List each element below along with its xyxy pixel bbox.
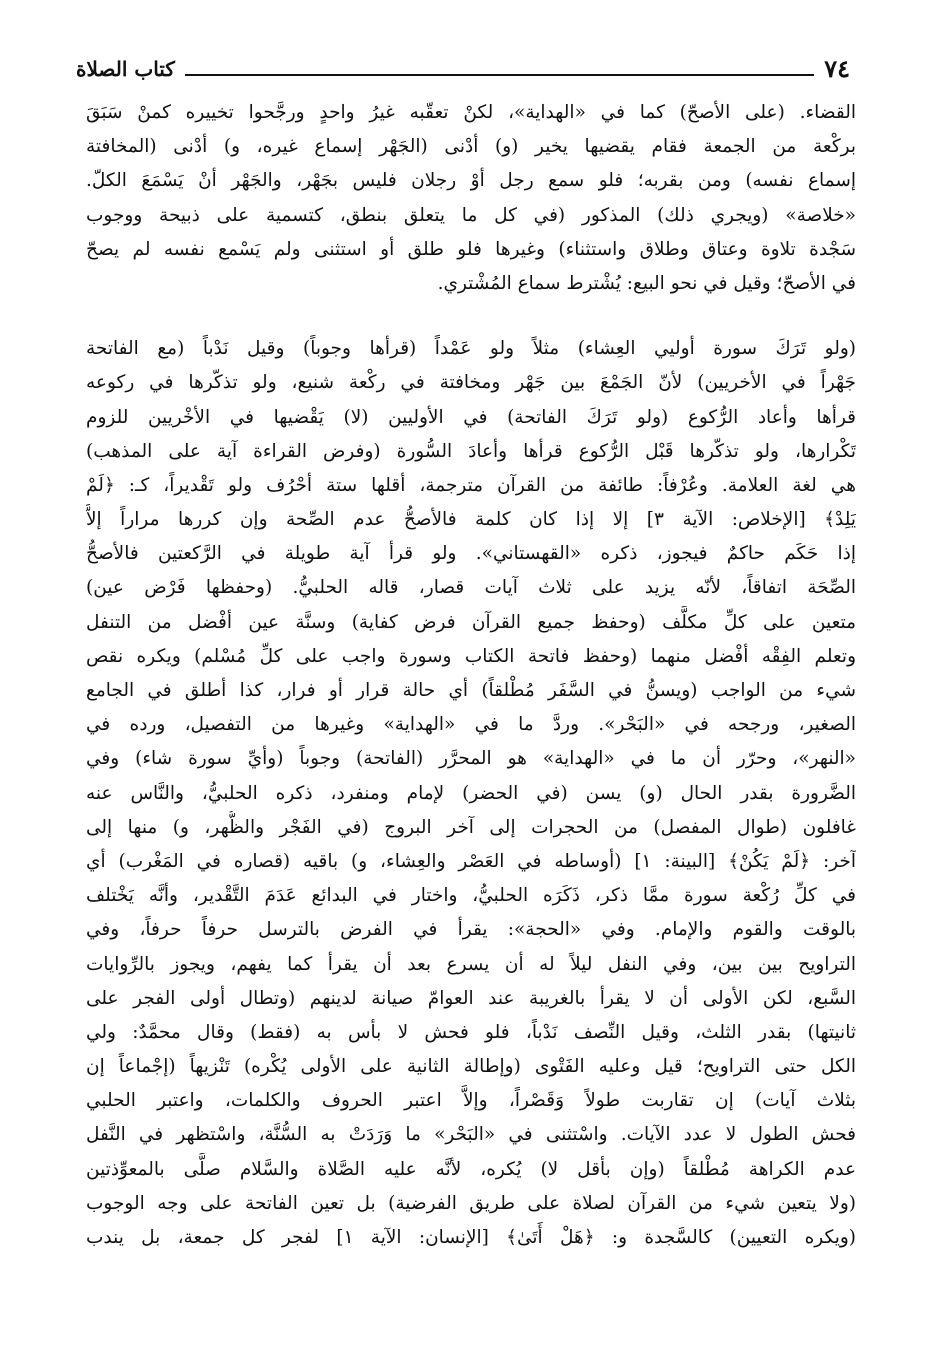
text-line: هي لغة العلامة. وعُرْفاً: طائفة من القرآن مترجمة، أقلها ستة أحْرُف ولو تَقْديراً، كـ: ﴿لَمْ [86,474,856,496]
text-line: «النهر»، وحرّر أن ما في «الهداية» هو المحرَّر (الفاتحة) وجوباً (وأيِّ سورة شاء) وفي [86,748,856,770]
text-line: في الأصحّ؛ وقيل في نحو البيع: يُشْترط سماع المُشْتري. [437,272,856,294]
text-line: فحش الطول لا عدد الآيات. واسْتثنى في «البَحْر» ما وَرَدَتْ به السُّنَّة، واسْتظهر في النَّفل [86,1124,856,1146]
text-line: إذا حَكَم حاكمٌ فيجوز، ذكره «القهستاني». ولو قرأ آية طويلة في الرَّكعتين فالأصحُّ [86,543,856,565]
text-line: الكل حتى التراويح؛ قيل وعليه الفَتْوى (وإطالة الثانية على الأولى يُكْره) تَنْزيهاً (إجْماعاً إن [86,1056,856,1078]
text-line: يَلِدْ﴾ [الإخلاص: الآية ٣] إلا إذا كان كلمة فالأصحُّ عدم الصِّحة وإن كررها مراراً إلاَّ [86,509,856,531]
text-line: السَّبع، لكن الأولى أن لا يقرأ بالغريبة عند العوامّ صيانة لدينهم (وتطال أولى الفجر على [86,987,856,1009]
running-title: كتاب الصلاة [76,57,175,81]
header-rule [185,74,814,76]
text-line: القضاء. (على الأصحّ) كما في «الهداية»، لكنْ تعقّبه غيرُ واحدٍ ورجَّحوا تخييره كمنْ سَبَقَ [86,102,856,123]
paragraph-gap [86,301,856,332]
text-line: شيء من الواجب (ويسنُّ في السَّفَر مُطْلقاً) أي حالة قرار أو فرار، كذا أطلق في الجامع [86,680,856,701]
paragraph-2 [86,332,856,1255]
text-line: ثانيتها) بقدر الثلث، وقيل النِّصف نَدْباً، فلو فحش لا بأس به (فقط) وقال محمَّدٌ: ولي [86,1021,856,1043]
text-line: بالوقت والقوم والإمام. وفي «الحجة»: يقرأ في الفرض بالترسل حرفاً حرفاً، وفي [86,919,856,941]
text-line: الصِّحَة اتفاقاً، لأنّه يزيد على ثلاث آيات قصار، قاله الحلبيُّ. (وحفظها فَرْض عين) [86,577,856,599]
text-line: وتعلم الفِقْه أفْضل منهما (وحفظ فاتحة الكتاب وسورة واجب على كلِّ مُسْلم) ويكره نقص [86,645,856,667]
page-header [76,44,850,84]
text-line: الصغير، ورجحه في «البَحْر». وردَّ ما في «الهداية» وغيرها من التفصيل، ورده في [86,714,856,736]
text-line: «خلاصة» (ويجري ذلك) المذكور (في كل ما يتعلق بنطق، كتسمية على ذبيحة ووجوب [86,204,856,226]
text-line: عدم الكراهة مُطْلقاً (وإن بأقل لا) يُكره، لأنَّه عليه الصَّلاة والسَّلام صلَّى بالمعوِّذتين [86,1158,856,1180]
text-line: التراويح بين بين، وفي النفل ليلاً له أن يسرع بعد أن يقرأ كما يفهم، ويجوز بالرِّوايات [86,953,856,975]
body-text [86,96,856,1255]
text-line: جَهْراً في الأخريين) لأنّ الجَمْعَ بين جَهْر ومخافتة في ركْعة شنيع، ولو تذكّرها في ركوعه [86,372,856,394]
text-line: بثلاث آيات) إن تقاربت طولاً وَقَصْراً، وإلاَّ اعتبر الحروف والكلمات، واعتبر الحلبي [86,1090,856,1112]
text-line: الضَّرورة بقدر الحال (و) يسن (في الحضر) لإمام ومنفرد، ذكره الحلبيُّ، والنَّاس عنه [86,782,856,804]
paragraph-1 [86,96,856,301]
text-line: متعين على كلِّ مكلَّف (وحفظ جميع القرآن فرض كفاية) وسنَّة عين أفْضل من التنفل [86,611,856,633]
text-line: في كلِّ رُكْعة سورة ممَّا ذكر، ذَكَرَه الحلبيُّ، واختار في البدائع عَدَمَ التَّقْدير، وأنَّه يَخْتلف [86,885,856,907]
text-line: بركْعة من الجمعة فقام يقضيها يخير (و) أدْنى (الجَهْر إسماع غيره، و) أدْنى (المخافتة [86,136,856,158]
page-number: ٧٤ [824,54,850,83]
text-line: سَجْدة تلاوة وعتاق وطلاق واستثناء) وغيرها فلو طلق أو استثنى ولم يَسْمع نفسه لم يصحّ [86,238,856,260]
text-line: غافلون (طوال المفصل) من الحجرات إلى آخر البروج (في الفَجْر والظُّهر، و) منها إلى [86,816,856,838]
text-line: إسماع نفسه) ومن بقربه؛ فلو سمع رجل أوْ رجلان فليس بجَهْر، والجَهْر أنْ يَسْمَعَ الكلّ. [86,170,856,192]
text-line: (ولو تَرَكَ سورة أوليي العِشاء) مثلاً ولو عَمْداً (قرأها وجوباً) وقيل نَدْباً (مع الفاتحة [86,338,856,360]
text-line: (ويكره التعيين) كالسَّجدة و: ﴿هَلْ أَتَىٰ﴾ [الإنسان: الآية ١] لفجر كل جمعة، بل يندب [86,1227,856,1248]
text-line: تَكْرارها، ولو تذكّرها قَبْل الرُّكوع قرأها وأعادَ السُّورة (وفرض القراءة آية على المذهب) [86,440,856,462]
text-line: آخر: ﴿لَمْ يَكُنْ﴾ [البينة: ١] (أوساطه في العَصْر والعِشاء، و) باقيه (قصاره في المَغْرب) أي [86,850,856,872]
text-line: قرأها وأعاد الرُّكوع (ولو تَرَكَ الفاتحة) في الأوليين (لا) يَقْضيها في الأخْريين للزوم [86,406,856,428]
text-line: (ولا يتعين شيء من القرآن لصلاة على طريق الفرضية) بل تعين الفاتحة على وجه الوجوب [86,1192,856,1214]
